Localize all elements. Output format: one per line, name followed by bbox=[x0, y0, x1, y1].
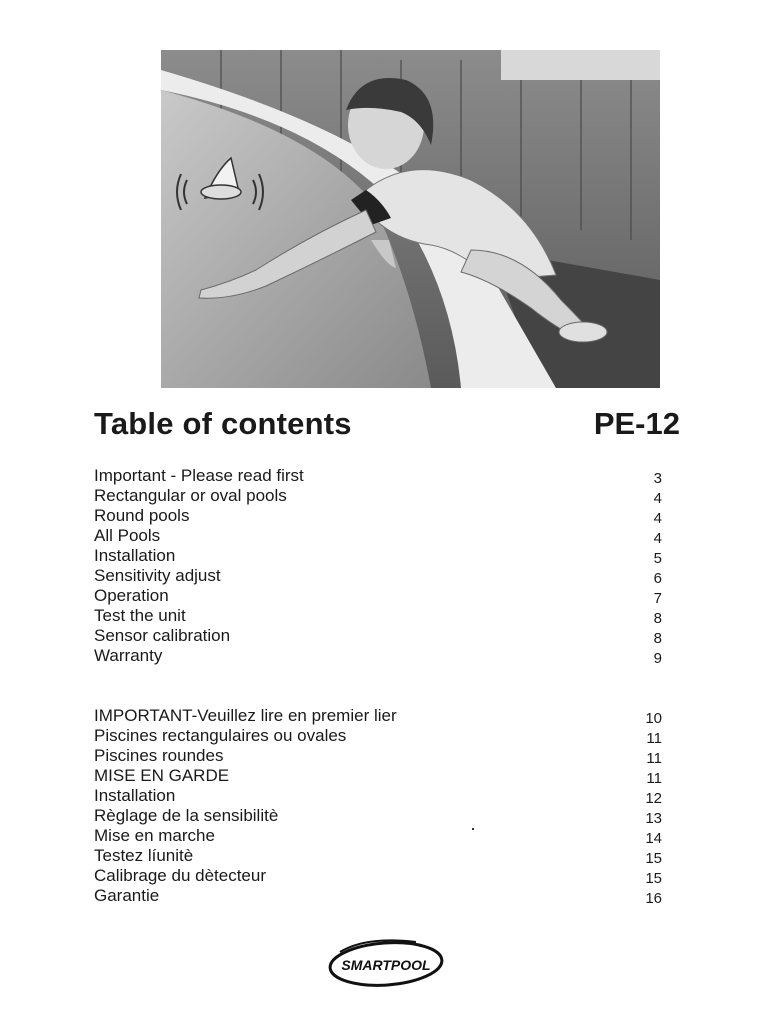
toc-entry bbox=[94, 526, 662, 546]
stray-dot bbox=[472, 828, 474, 830]
toc-entry-page: 3 bbox=[653, 470, 662, 487]
toc-entry-title: Installation bbox=[94, 546, 176, 565]
toc-entry-page: 15 bbox=[645, 850, 662, 867]
toc-entry-page: 11 bbox=[646, 770, 662, 787]
toc-entry bbox=[94, 766, 662, 786]
toc-entry bbox=[94, 846, 662, 866]
toc-entry-page: 4 bbox=[653, 530, 662, 547]
toc-entry-page: 13 bbox=[645, 810, 662, 827]
toc-entry-title: Garantie bbox=[94, 886, 160, 905]
toc-entry bbox=[94, 806, 662, 826]
toc-entry-title: Test the unit bbox=[94, 606, 186, 625]
toc-entry-page: 8 bbox=[653, 610, 662, 627]
toc-entry bbox=[94, 546, 662, 566]
toc-entry-title: IMPORTANT-Veuillez lire en premier lier bbox=[94, 706, 397, 725]
toc-entry-page: 15 bbox=[645, 870, 662, 887]
toc-entry-title: Piscines rectangulaires ou ovales bbox=[94, 726, 347, 745]
toc-entry-title: Testez líunitè bbox=[94, 846, 194, 865]
cover-photo bbox=[161, 50, 660, 388]
toc-entry bbox=[94, 826, 662, 846]
toc-entry-page: 5 bbox=[653, 550, 662, 567]
toc-entry bbox=[94, 506, 662, 526]
toc-entry-title: Warranty bbox=[94, 646, 163, 665]
toc-entry-title: Round pools bbox=[94, 506, 190, 525]
svg-text:SMARTPOOL: SMARTPOOL bbox=[341, 957, 431, 973]
toc-entry bbox=[94, 466, 662, 486]
toc-entry-title: Calibrage du dètecteur bbox=[94, 866, 267, 885]
toc-entry-title: MISE EN GARDE bbox=[94, 766, 230, 785]
toc-entry bbox=[94, 886, 662, 906]
smartpool-logo bbox=[326, 934, 446, 990]
toc-entry-title: Rectangular or oval pools bbox=[94, 486, 287, 505]
toc-entry bbox=[94, 566, 662, 586]
toc-entry bbox=[94, 706, 662, 726]
toc-entry-title: All Pools bbox=[94, 526, 161, 545]
toc-entry-page: 4 bbox=[653, 490, 662, 507]
model-number: PE-12 bbox=[593, 406, 680, 441]
toc-entry bbox=[94, 646, 662, 666]
toc-entry-title: Sensor calibration bbox=[94, 626, 231, 645]
toc-entry bbox=[94, 726, 662, 746]
toc-entry-page: 11 bbox=[646, 750, 662, 767]
toc-entry bbox=[94, 606, 662, 626]
toc-entry-title: Piscines roundes bbox=[94, 746, 224, 765]
toc-entry bbox=[94, 486, 662, 506]
toc-entry-page: 16 bbox=[645, 890, 662, 907]
toc-entry bbox=[94, 866, 662, 886]
toc-entry-page: 9 bbox=[653, 650, 662, 667]
toc-entry-title: Important - Please read first bbox=[94, 466, 304, 485]
toc-entry-page: 4 bbox=[653, 510, 662, 527]
toc-english bbox=[94, 466, 662, 666]
toc-entry bbox=[94, 746, 662, 766]
toc-entry-title: Installation bbox=[94, 786, 176, 805]
title-row bbox=[94, 406, 680, 450]
toc-entry-page: 12 bbox=[645, 790, 662, 807]
toc-entry-page: 6 bbox=[653, 570, 662, 587]
toc-entry bbox=[94, 626, 662, 646]
toc-entry bbox=[94, 786, 662, 806]
toc-entry-title: Mise en marche bbox=[94, 826, 215, 845]
toc-entry-page: 14 bbox=[645, 830, 662, 847]
toc-entry bbox=[94, 586, 662, 606]
toc-entry-page: 7 bbox=[653, 590, 662, 607]
toc-entry-title: Operation bbox=[94, 586, 169, 605]
toc-entry-page: 8 bbox=[653, 630, 662, 647]
toc-entry-page: 10 bbox=[645, 710, 662, 727]
toc-french bbox=[94, 706, 662, 906]
page-title: Table of contents bbox=[94, 406, 352, 441]
toc-entry-page: 11 bbox=[646, 730, 662, 747]
toc-entry-title: Règlage de la sensibilitè bbox=[94, 806, 279, 825]
toc-entry-title: Sensitivity adjust bbox=[94, 566, 221, 585]
